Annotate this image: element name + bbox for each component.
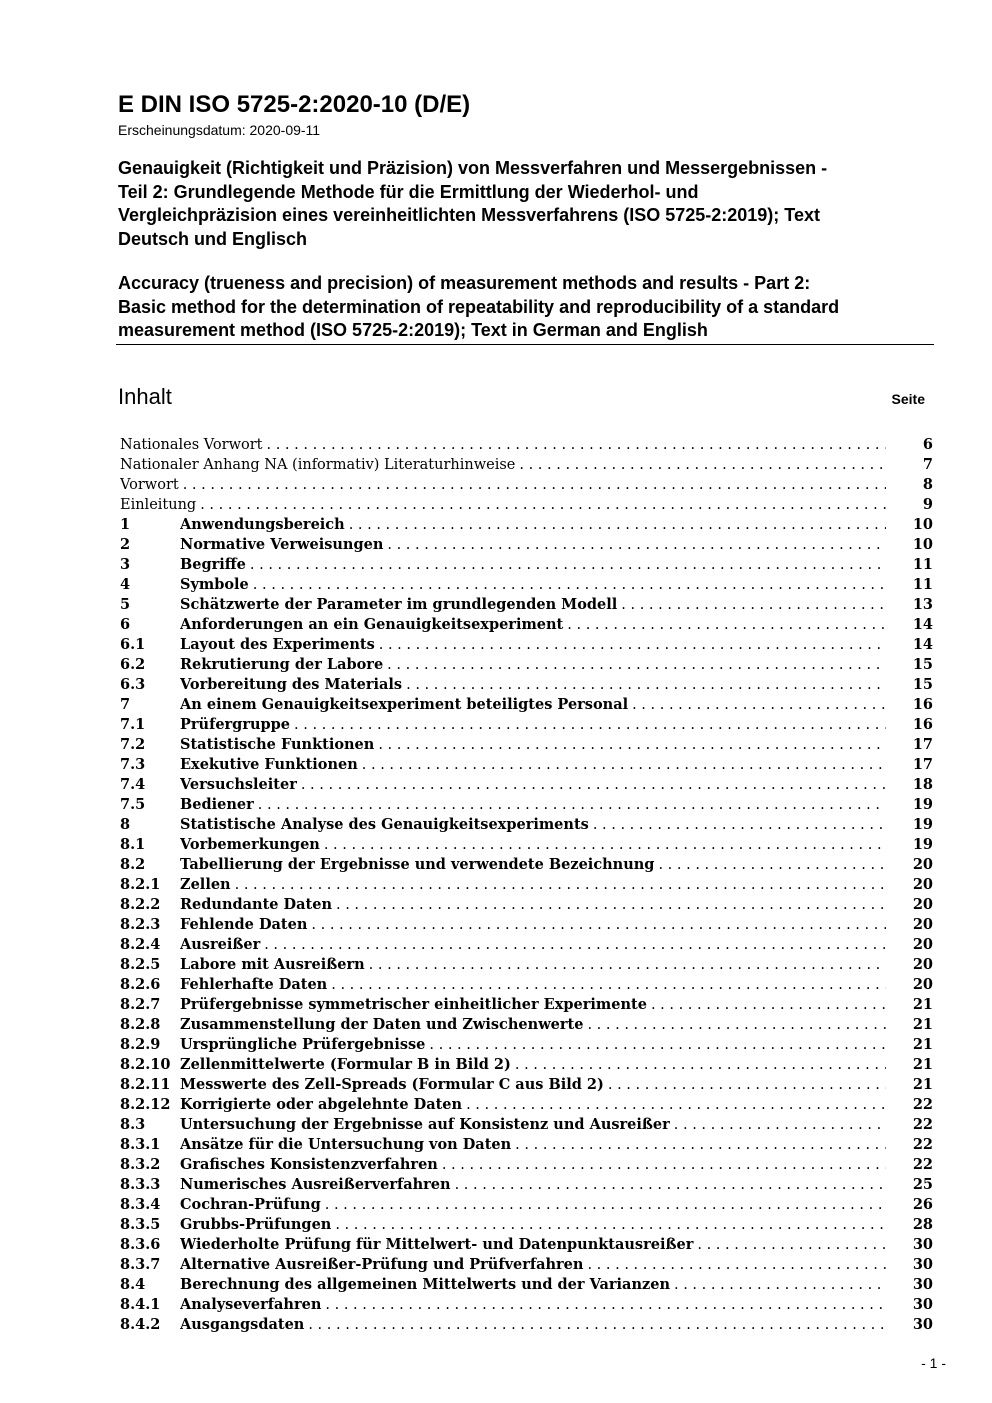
toc-entry-page: 22 [912, 1116, 933, 1133]
toc-entry-title: Nationaler Anhang NA (informativ) Literaturhinweise [120, 457, 519, 473]
toc-entry-page: 22 [912, 1136, 933, 1153]
toc-entry-leader [180, 1175, 886, 1195]
toc-entry-leader [180, 755, 886, 775]
toc-entry-page: 16 [912, 696, 933, 713]
title-german-line: Teil 2: Grundlegende Methode für die Ermittlung der Wiederhol- und [118, 181, 699, 202]
toc-entry[interactable] [120, 1275, 933, 1295]
toc-entry-leader [180, 535, 886, 555]
toc-entry-number: 7.5 [120, 796, 146, 813]
toc-entry-number: 8.3.4 [120, 1196, 161, 1213]
toc-heading: Inhalt [118, 384, 172, 409]
toc-entry-title: Grubbs-Prüfungen [180, 1216, 335, 1233]
toc-entry-leader [180, 935, 886, 955]
toc-entry[interactable] [120, 855, 933, 875]
toc-entry-leader [180, 595, 886, 615]
toc-entry[interactable] [120, 975, 933, 995]
toc-entry-leader [180, 895, 886, 915]
toc-entry-number: 8.3.5 [120, 1216, 161, 1233]
toc-entry-title: Ausgangsdaten [180, 1316, 308, 1333]
toc-entry-page: 8 [922, 476, 933, 493]
toc-entry-number: 8.2.1 [120, 876, 161, 893]
toc-entry[interactable] [120, 575, 933, 595]
toc-entry[interactable] [120, 1255, 933, 1275]
toc-entry-number: 8.2.5 [120, 956, 161, 973]
toc-entry-page: 30 [912, 1316, 933, 1333]
toc-entry-page: 30 [912, 1236, 933, 1253]
toc-entry-title: Anforderungen an ein Genauigkeitsexperiment [180, 616, 567, 633]
toc-entry-number: 8.3.6 [120, 1236, 161, 1253]
toc-entry-number: 2 [120, 536, 131, 553]
toc-entry-number: 8.3.3 [120, 1176, 161, 1193]
toc-entry-number: 8.2.3 [120, 916, 161, 933]
toc-entry-leader [180, 875, 886, 895]
toc-entry-page: 17 [912, 756, 933, 773]
toc-entry-title: Zusammenstellung der Daten und Zwischenwerte [180, 1016, 587, 1033]
toc-entry-number: 4 [120, 576, 131, 593]
toc-entry-number: 8.2.7 [120, 996, 161, 1013]
toc-entry-leader [180, 1215, 886, 1235]
toc-entry[interactable] [120, 815, 933, 835]
toc-entry[interactable] [120, 455, 933, 475]
toc-entry-leader [180, 1315, 886, 1335]
toc-entry-number: 8.1 [120, 836, 146, 853]
toc-entry-leader [180, 1295, 886, 1315]
toc-entry-page: 21 [912, 996, 933, 1013]
toc-entry-page: 21 [912, 1036, 933, 1053]
toc-entry-leader [180, 1115, 886, 1135]
toc-entry-title: Numerisches Ausreißerverfahren [180, 1176, 455, 1193]
toc-entry-number: 6.2 [120, 656, 146, 673]
toc-entry-leader [180, 1235, 886, 1255]
toc-entry-leader [180, 695, 886, 715]
toc-entry-leader [180, 1095, 886, 1115]
toc-entry-page: 28 [912, 1216, 933, 1233]
toc-entry-leader [180, 855, 886, 875]
toc-entry-title: Berechnung des allgemeinen Mittelwerts und der Varianzen [180, 1276, 674, 1293]
toc-entry[interactable] [120, 495, 933, 515]
toc-entry[interactable] [120, 915, 933, 935]
toc-entry-number: 7.3 [120, 756, 146, 773]
toc-entry-number: 8 [120, 816, 131, 833]
toc-entry-title: Tabellierung der Ergebnisse und verwendete Bezeichnung [180, 856, 658, 873]
toc-entry-leader [180, 1275, 886, 1295]
toc-entry-leader [180, 1155, 886, 1175]
toc-entry-title: Untersuchung der Ergebnisse auf Konsistenz und Ausreißer [180, 1116, 674, 1133]
toc-entry[interactable] [120, 655, 933, 675]
toc-entry-page: 6 [922, 436, 933, 453]
toc-entry-number: 8.3 [120, 1116, 146, 1133]
toc-entry-page: 30 [912, 1296, 933, 1313]
toc-entry[interactable] [120, 1075, 933, 1095]
toc-entry-title: Layout des Experiments [180, 636, 379, 653]
title-divider [116, 344, 934, 345]
toc-entry[interactable] [120, 1115, 933, 1135]
toc-entry-leader [180, 835, 886, 855]
toc-entry-number: 6.1 [120, 636, 146, 653]
toc-entry[interactable] [120, 1195, 933, 1215]
toc-entry-leader [180, 1015, 886, 1035]
toc-entry-leader [180, 575, 886, 595]
toc-entry-page: 20 [912, 956, 933, 973]
toc-entry-page: 11 [912, 556, 933, 573]
toc-entry-number: 8.2.9 [120, 1036, 161, 1053]
toc-entry-leader [120, 495, 886, 515]
toc-entry-number: 7.1 [120, 716, 146, 733]
toc-entry-title: Ansätze für die Untersuchung von Daten [180, 1136, 515, 1153]
toc-entry-leader [180, 715, 886, 735]
toc-entry[interactable] [120, 1055, 933, 1075]
title-german-line: Deutsch und Englisch [118, 228, 308, 249]
toc-entry-number: 8.2.11 [120, 1076, 171, 1093]
toc-entry-title: Schätzwerte der Parameter im grundlegenden Modell [180, 596, 621, 613]
toc-entry-title: Labore mit Ausreißern [180, 956, 369, 973]
toc-entry-number: 8.2.12 [120, 1096, 171, 1113]
toc-entry-page: 14 [912, 636, 933, 653]
toc-entry-number: 7.4 [120, 776, 146, 793]
toc-entry[interactable] [120, 1295, 933, 1315]
toc-entry[interactable] [120, 1135, 933, 1155]
toc-entry-number: 6 [120, 616, 131, 633]
toc-entry-leader [120, 455, 886, 475]
toc-entry[interactable] [120, 1095, 933, 1115]
toc-entry-number: 8.2.6 [120, 976, 161, 993]
toc-entry[interactable] [120, 535, 933, 555]
toc-entry[interactable] [120, 775, 933, 795]
toc-entry[interactable] [120, 555, 933, 575]
toc-entry-page: 30 [912, 1256, 933, 1273]
toc-entry-leader [180, 955, 886, 975]
title-english-line: Basic method for the determination of repeatability and reproducibility of a standard [118, 296, 840, 317]
toc-entry-number: 7 [120, 696, 131, 713]
toc-entry-number: 8.3.2 [120, 1156, 161, 1173]
toc-entry-leader [180, 515, 886, 535]
toc-entry-leader [180, 1135, 886, 1155]
toc-entry-leader [180, 995, 886, 1015]
toc-entry-number: 8.4 [120, 1276, 146, 1293]
toc-entry-number: 6.3 [120, 676, 146, 693]
publication-date: Erscheinungsdatum: 2020-09-11 [118, 122, 321, 138]
toc-entry[interactable] [120, 1015, 933, 1035]
toc-entry-title: Zellenmittelwerte (Formular B in Bild 2) [180, 1056, 515, 1073]
toc-entry-page: 9 [922, 496, 933, 513]
toc-entry-title: Vorwort [120, 477, 183, 493]
toc-entry-leader [180, 915, 886, 935]
toc-entry-page: 10 [912, 536, 933, 553]
toc-entry[interactable] [120, 835, 933, 855]
toc-entry-page: 18 [912, 776, 933, 793]
toc-entry-title: Analyseverfahren [180, 1296, 325, 1313]
toc-entry[interactable] [120, 935, 933, 955]
toc-entry[interactable] [120, 895, 933, 915]
toc-entry-title: Ausreißer [180, 936, 264, 953]
toc-entry-number: 8.2.8 [120, 1016, 161, 1033]
toc-entry-title: Redundante Daten [180, 896, 336, 913]
toc-entry-leader [180, 1075, 886, 1095]
toc-entry[interactable] [120, 435, 933, 455]
title-german-line: Genauigkeit (Richtigkeit und Präzision) von Messverfahren und Messergebnissen - [118, 158, 828, 178]
title-german-line: Vergleichpräzision eines vereinheitlichten Messverfahrens (ISO 5725-2:2019); Text [118, 205, 820, 225]
toc-entry-title: Prüfergruppe [180, 716, 294, 733]
toc-entry-page: 30 [912, 1276, 933, 1293]
toc-entry-title: Rekrutierung der Labore [180, 656, 387, 673]
toc-entry-leader [180, 795, 886, 815]
toc-entry-page: 25 [912, 1176, 933, 1193]
table-of-contents [120, 435, 933, 1335]
toc-entry-leader [180, 775, 886, 795]
toc-entry-page: 20 [912, 856, 933, 873]
toc-entry-title: Nationales Vorwort [120, 437, 266, 453]
toc-entry-title: Vorbereitung des Materials [180, 676, 406, 693]
toc-entry-page: 10 [912, 516, 933, 533]
toc-entry-leader [180, 815, 886, 835]
toc-entry[interactable] [120, 795, 933, 815]
toc-entry-leader [120, 435, 886, 455]
toc-entry-page: 19 [912, 796, 933, 813]
toc-entry-page: 15 [912, 676, 933, 693]
toc-entry[interactable] [120, 715, 933, 735]
toc-entry-page: 20 [912, 936, 933, 953]
toc-entry-title: Begriffe [180, 556, 250, 573]
toc-entry-title: Einleitung [120, 497, 200, 513]
toc-entry-number: 8.2.4 [120, 936, 161, 953]
toc-entry-title: An einem Genauigkeitsexperiment beteiligtes Personal [180, 696, 632, 713]
title-english [118, 272, 938, 343]
toc-entry[interactable] [120, 695, 933, 715]
toc-entry[interactable] [120, 475, 933, 495]
toc-entry-title: Wiederholte Prüfung für Mittelwert- und Datenpunktausreißer [180, 1236, 697, 1253]
toc-entry-title: Exekutive Funktionen [180, 756, 362, 773]
toc-entry-title: Normative Verweisungen [180, 536, 387, 553]
toc-entry[interactable] [120, 1175, 933, 1195]
toc-entry-leader [180, 655, 886, 675]
toc-entry[interactable] [120, 1235, 933, 1255]
toc-entry-title: Fehlende Daten [180, 916, 311, 933]
toc-entry-page: 21 [912, 1016, 933, 1033]
toc-page-column-label: Seite [891, 391, 925, 407]
toc-entry[interactable] [120, 875, 933, 895]
toc-entry[interactable] [120, 735, 933, 755]
toc-entry[interactable] [120, 595, 933, 615]
toc-entry[interactable] [120, 995, 933, 1015]
toc-entry-title: Messwerte des Zell-Spreads (Formular C aus Bild 2) [180, 1076, 608, 1093]
toc-entry-number: 5 [120, 596, 131, 613]
toc-entry-title: Grafisches Konsistenzverfahren [180, 1156, 442, 1173]
toc-entry[interactable] [120, 515, 933, 535]
toc-entry-number: 8.2.10 [120, 1056, 171, 1073]
toc-entry-number: 8.2 [120, 856, 146, 873]
toc-entry-title: Alternative Ausreißer-Prüfung und Prüfverfahren [180, 1256, 587, 1273]
toc-entry-title: Anwendungsbereich [180, 516, 349, 533]
title-english-line: measurement method (ISO 5725-2:2019); Text in German and English [118, 320, 708, 340]
toc-entry[interactable] [120, 635, 933, 655]
toc-entry-page: 16 [912, 716, 933, 733]
title-english-line: Accuracy (trueness and precision) of measurement methods and results - Part 2: [118, 273, 811, 293]
toc-entry-leader [180, 635, 886, 655]
toc-entry-page: 20 [912, 876, 933, 893]
toc-entry-page: 20 [912, 896, 933, 913]
toc-entry-page: 21 [912, 1056, 933, 1073]
toc-entry-number: 3 [120, 556, 131, 573]
document-id: E DIN ISO 5725-2:2020-10 (D/E) [118, 91, 471, 118]
toc-entry[interactable] [120, 1215, 933, 1235]
toc-entry-page: 20 [912, 976, 933, 993]
toc-entry-title: Fehlerhafte Daten [180, 976, 331, 993]
toc-entry-page: 26 [912, 1196, 933, 1213]
toc-entry-leader [180, 1195, 886, 1215]
toc-entry-page: 20 [912, 916, 933, 933]
toc-entry-number: 7.2 [120, 736, 146, 753]
toc-entry[interactable] [120, 755, 933, 775]
toc-entry-leader [180, 1055, 886, 1075]
toc-entry-leader [180, 675, 886, 695]
toc-entry-page: 13 [912, 596, 933, 613]
toc-entry-page: 22 [912, 1096, 933, 1113]
toc-entry[interactable] [120, 1035, 933, 1055]
toc-entry-title: Korrigierte oder abgelehnte Daten [180, 1096, 466, 1113]
toc-entry-number: 8.4.2 [120, 1316, 161, 1333]
toc-entry[interactable] [120, 1315, 933, 1335]
toc-entry-title: Symbole [180, 576, 253, 593]
toc-entry[interactable] [120, 1155, 933, 1175]
toc-entry-page: 7 [922, 456, 933, 473]
toc-entry-leader [180, 735, 886, 755]
toc-entry-page: 17 [912, 736, 933, 753]
toc-entry-title: Prüfergebnisse symmetrischer einheitlicher Experimente [180, 996, 651, 1013]
toc-entry[interactable] [120, 955, 933, 975]
toc-entry-page: 14 [912, 616, 933, 633]
toc-entry-title: Versuchsleiter [180, 776, 301, 793]
toc-entry[interactable] [120, 675, 933, 695]
toc-entry-number: 8.4.1 [120, 1296, 161, 1313]
toc-entry-number: 8.2.2 [120, 896, 161, 913]
toc-entry-leader [180, 555, 886, 575]
toc-entry-leader [180, 1255, 886, 1275]
toc-entry-page: 15 [912, 656, 933, 673]
toc-entry-title: Statistische Analyse des Genauigkeitsexperiments [180, 816, 593, 833]
toc-entry-leader [120, 475, 886, 495]
toc-entry-page: 22 [912, 1156, 933, 1173]
toc-entry-title: Bediener [180, 796, 258, 813]
toc-entry-title: Cochran-Prüfung [180, 1196, 325, 1213]
toc-entry-number: 8.3.1 [120, 1136, 161, 1153]
toc-entry-title: Zellen [180, 876, 235, 893]
toc-entry-page: 19 [912, 816, 933, 833]
toc-entry-leader [180, 975, 886, 995]
toc-entry-page: 21 [912, 1076, 933, 1093]
title-german [118, 157, 938, 251]
toc-entry-number: 8.3.7 [120, 1256, 161, 1273]
footer-page-number: - 1 - [921, 1355, 946, 1371]
toc-entry-title: Ursprüngliche Prüfergebnisse [180, 1036, 429, 1053]
toc-entry-leader [180, 615, 886, 635]
toc-entry-title: Statistische Funktionen [180, 736, 378, 753]
toc-entry-leader [180, 1035, 886, 1055]
toc-entry[interactable] [120, 615, 933, 635]
toc-entry-page: 19 [912, 836, 933, 853]
toc-entry-page: 11 [912, 576, 933, 593]
toc-entry-title: Vorbemerkungen [180, 836, 324, 853]
toc-entry-number: 1 [120, 516, 131, 533]
